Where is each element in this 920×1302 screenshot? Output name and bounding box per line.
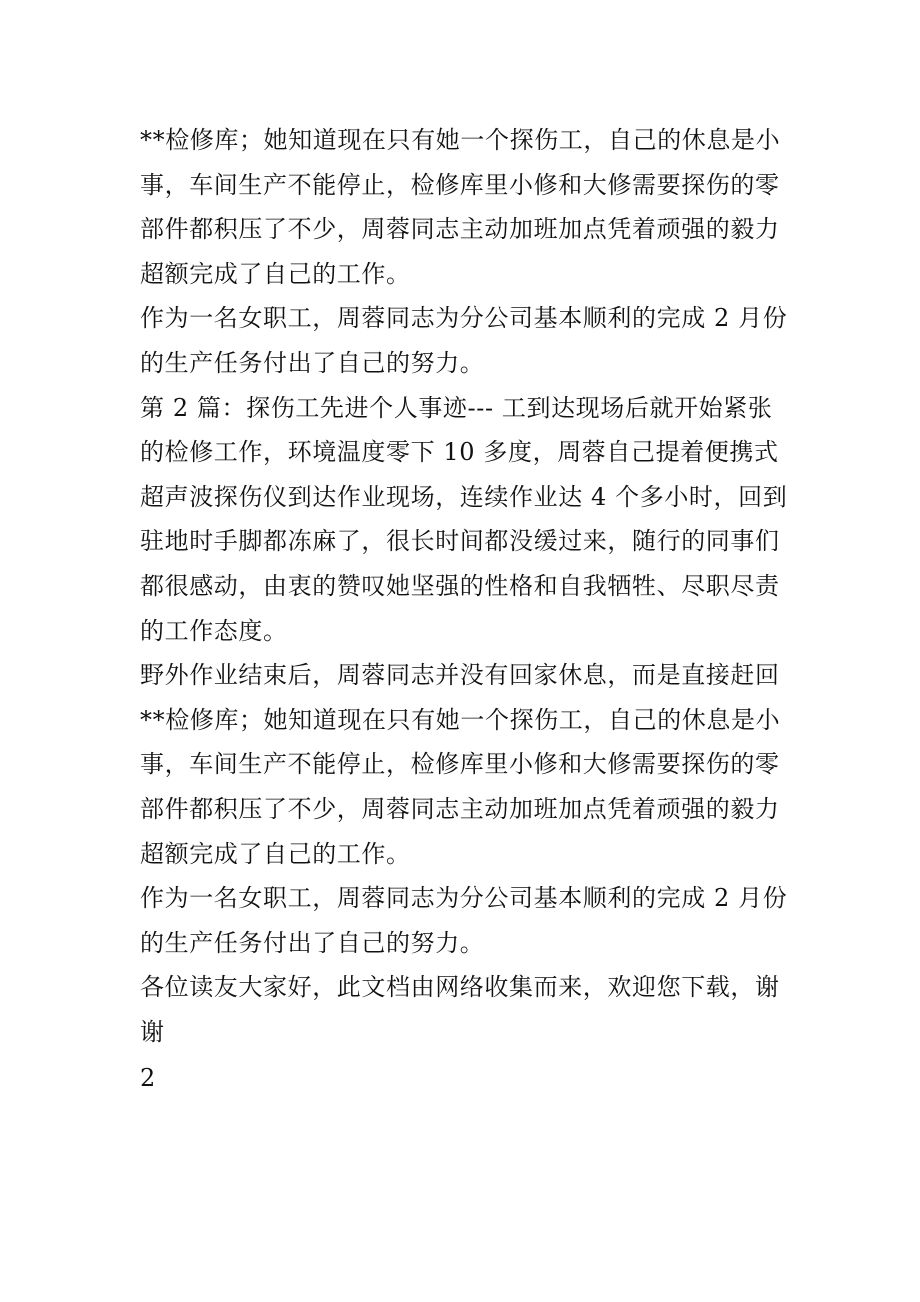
text-line: 超额完成了自己的工作。 bbox=[140, 259, 411, 288]
text-line: 事，车间生产不能停止，检修库里小修和大修需要探伤的零 bbox=[140, 750, 780, 779]
text-line: 的工作态度。 bbox=[140, 616, 288, 645]
paragraph-6 bbox=[140, 965, 785, 1054]
paragraph-3 bbox=[140, 386, 788, 654]
text-line: 的生产任务付出了自己的努力。 bbox=[140, 928, 485, 957]
text-line: 第 2 篇：探伤工先进个人事迹--- 工到达现场后就开始紧张 bbox=[140, 393, 773, 422]
page-number-text: 2 bbox=[140, 1064, 156, 1093]
text-line: 作为一名女职工，周蓉同志为分公司基本顺利的完成 2 月份 bbox=[140, 884, 788, 913]
text-line: 超额完成了自己的工作。 bbox=[140, 839, 411, 868]
paragraph-2 bbox=[140, 296, 788, 385]
paragraph-5 bbox=[140, 876, 788, 965]
text-line: 的检修工作，环境温度零下 10 多度，周蓉自己提着便携式 bbox=[140, 438, 779, 467]
text-line: 超声波探伤仪到达作业现场，连续作业达 4 个多小时，回到 bbox=[140, 482, 788, 511]
text-line: 事，车间生产不能停止，检修库里小修和大修需要探伤的零 bbox=[140, 170, 780, 199]
text-line: 的生产任务付出了自己的努力。 bbox=[140, 348, 485, 377]
text-line: 野外作业结束后，周蓉同志并没有回家休息，而是直接赶回 bbox=[140, 661, 780, 690]
text-line: 都很感动，由衷的赞叹她坚强的性格和自我牺牲、尽职尽责 bbox=[140, 571, 780, 600]
text-line: 部件都积压了不少，周蓉同志主动加班加点凭着顽强的毅力 bbox=[140, 215, 780, 244]
text-line: **检修库；她知道现在只有她一个探伤工，自己的休息是小 bbox=[140, 126, 781, 154]
paragraph-4 bbox=[140, 653, 785, 876]
text-line: 各位读友大家好，此文档由网络收集而来，欢迎您下载，谢 bbox=[140, 973, 780, 1002]
text-line: 作为一名女职工，周蓉同志为分公司基本顺利的完成 2 月份 bbox=[140, 304, 788, 333]
text-line: 谢 bbox=[140, 1017, 165, 1046]
paragraph-1 bbox=[140, 118, 785, 296]
text-line: 驻地时手脚都冻麻了，很长时间都没缓过来，随行的同事们 bbox=[140, 527, 780, 556]
document-body bbox=[140, 118, 788, 1101]
text-line: **检修库；她知道现在只有她一个探伤工，自己的休息是小 bbox=[140, 705, 781, 734]
text-line: 部件都积压了不少，周蓉同志主动加班加点凭着顽强的毅力 bbox=[140, 794, 780, 823]
page-number bbox=[140, 1056, 785, 1101]
